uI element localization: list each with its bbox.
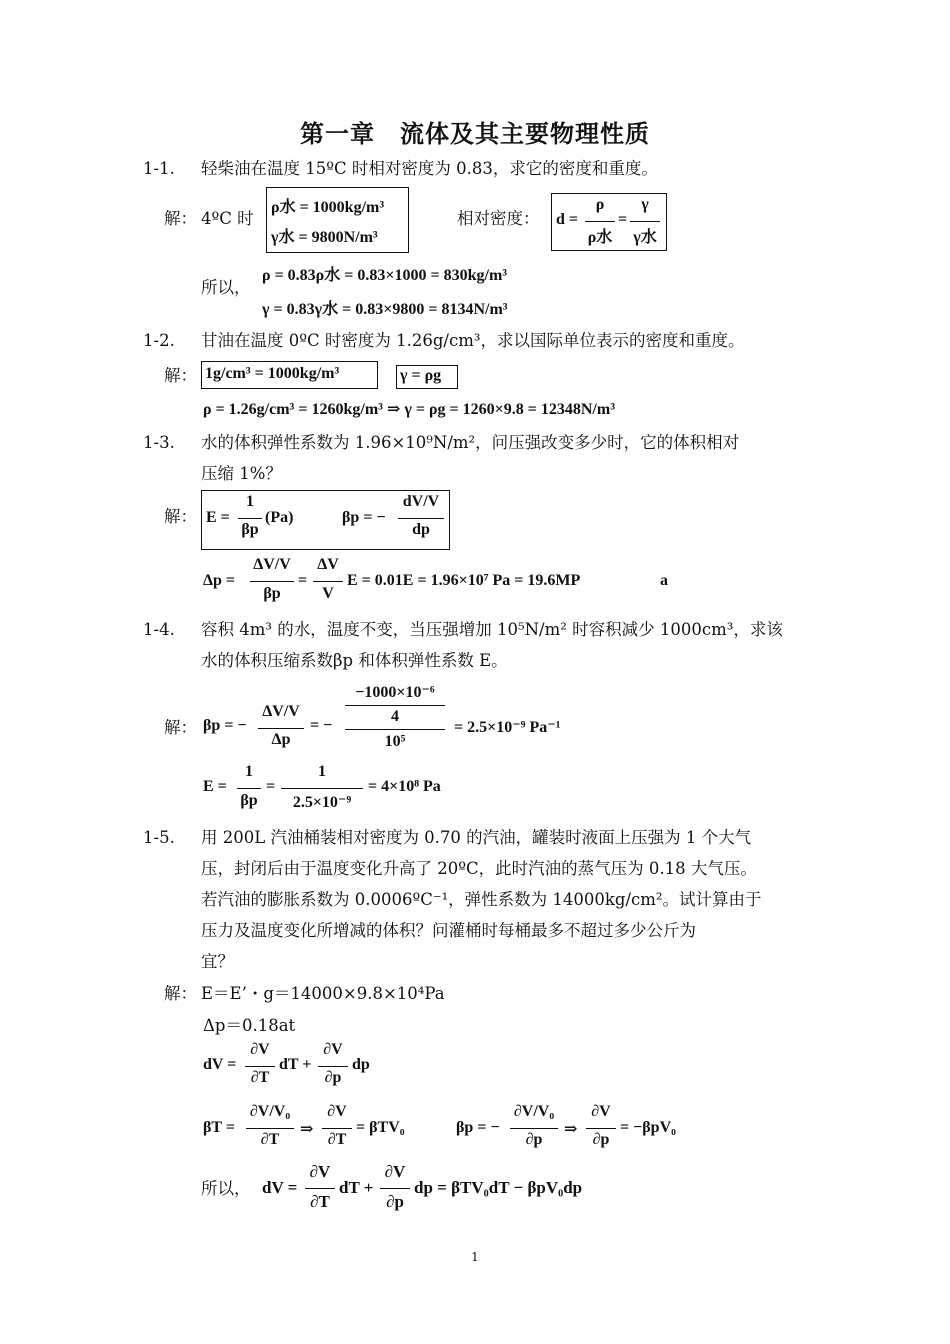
problem-text: 用 200L 汽油桶装相对密度为 0.70 的汽油，罐装时液面上压强为 1 个大气 (201, 828, 752, 847)
result-line: ρ = 1.26g/cm³ = 1260kg/m³ ⇒ γ = ρg = 1260×9.8 = 12348N/m³ (203, 401, 615, 418)
formula-line: ρ水 = 1000kg/m³ (271, 199, 385, 216)
formula-text: (Pa) (265, 509, 294, 526)
problem-text: 容积 4m³ 的水，温度不变，当压强增加 10⁵N/m² 时容积减少 1000cm³，求该 (201, 620, 783, 639)
solution-line: E＝E’・g＝14000×9.8×10⁴Pa (201, 984, 445, 1003)
frac-bar (345, 729, 445, 730)
formula-text: γ = ρg (400, 367, 442, 384)
page-title: 第一章 流体及其主要物理性质 (300, 119, 650, 148)
so-text: 所以， (201, 278, 251, 297)
solution-label: 解： (164, 984, 197, 1003)
formula-line: γ水 = 9800N/m³ (271, 229, 378, 246)
frac-bottom: Δp (271, 731, 291, 748)
frac-bar (237, 788, 261, 789)
frac-bottom: ρ水 (587, 229, 613, 246)
frac-bottom: βp (240, 792, 258, 809)
frac-bar (281, 788, 363, 789)
formula-text: Δp = (203, 572, 236, 589)
formula-text: βp = − (456, 1119, 500, 1136)
frac-bar (322, 1128, 352, 1129)
result-line: = 4×10⁸ Pa (368, 778, 441, 795)
formula-text: = −βpV₀ (620, 1119, 676, 1136)
frac-top: ρ (595, 196, 605, 213)
frac-bar (510, 1128, 558, 1129)
formula-text: dT + (279, 1056, 312, 1073)
frac-top: ∂V (327, 1103, 347, 1120)
frac-bottom: ∂p (592, 1131, 610, 1148)
frac-top: ΔV/V (262, 703, 300, 720)
solution-label: 解： (164, 366, 197, 385)
frac-bottom: 10⁵ (384, 733, 406, 750)
frac-bottom: γ水 (633, 229, 657, 246)
page-number: 1 (471, 1250, 479, 1264)
frac-bar (245, 1066, 275, 1067)
frac-top: 1 (246, 493, 254, 510)
frac-top: ∂V/V₀ (249, 1103, 291, 1120)
problem-text: 压缩 1%？ (201, 464, 282, 483)
frac-top: ∂V (384, 1162, 406, 1181)
frac-bottom: βp (263, 585, 281, 602)
formula-box (201, 361, 378, 389)
result-line: E = 0.01E = 1.96×10⁷ Pa = 19.6MP (347, 572, 581, 589)
problem-text: 轻柴油在温度 15ºC 时相对密度为 0.83，求它的密度和重度。 (201, 159, 658, 178)
problem-text: 若汽油的膨胀系数为 0.0006ºC⁻¹，弹性系数为 14000kg/cm²。试计算由于 (201, 890, 762, 909)
frac-top: ∂V (323, 1041, 343, 1058)
solution-line: Δp＝0.18at (203, 1016, 296, 1035)
frac-top: 1 (245, 763, 253, 780)
formula-box (266, 187, 409, 253)
formula-text: dV = (262, 1178, 298, 1197)
formula-text: = (298, 572, 308, 589)
frac-top: ∂V/V₀ (513, 1103, 555, 1120)
formula-text: βT = (203, 1119, 235, 1136)
formula-text: = (266, 778, 276, 795)
formula-text: βp = − (203, 717, 247, 734)
formula-text: E = (203, 778, 227, 795)
problem-number: 1-4. (143, 620, 175, 639)
formula-text: dV = (203, 1056, 237, 1073)
frac-top: ΔV (317, 556, 339, 573)
frac-bar (630, 221, 660, 222)
frac-bottom: V (322, 585, 334, 602)
frac-bar (380, 1188, 410, 1189)
frac-bottom: ∂T (250, 1069, 270, 1086)
problem-text: 水的体积弹性系数为 1.96×10⁹N/m²，问压强改变多少时，它的体积相对 (201, 433, 740, 452)
frac-bar (313, 581, 343, 582)
frac-bottom: dp (412, 521, 430, 538)
frac-bottom: ∂p (324, 1069, 342, 1086)
formula-text: = βTV₀ (356, 1119, 405, 1136)
solution-label: 解： (164, 209, 197, 228)
frac-bottom: ∂T (310, 1192, 330, 1211)
frac-top: ΔV/V (253, 556, 291, 573)
problem-number: 1-5. (143, 828, 175, 847)
problem-text: 压力及温度变化所增减的体积？问灌桶时每桶最多不超过多少公斤为 (201, 921, 696, 940)
frac-bar (586, 1128, 616, 1129)
frac-bottom: βp (241, 521, 259, 538)
formula-text: 1g/cm³ = 1000kg/m³ (205, 365, 340, 382)
frac-bar (398, 518, 444, 519)
formula-text: = (618, 211, 628, 228)
frac-bar (258, 728, 304, 729)
frac-bar (305, 1188, 335, 1189)
problem-text: 宜？ (201, 952, 234, 971)
formula-text: = − (310, 717, 333, 734)
frac-bar (318, 1066, 348, 1067)
formula-text: ⇒ (564, 1121, 578, 1138)
frac-bottom: ∂p (525, 1131, 543, 1148)
problem-number: 1-1. (143, 159, 175, 178)
frac-top: ∂V (591, 1103, 611, 1120)
frac-bottom: 2.5×10⁻⁹ (292, 794, 352, 811)
frac-middle: 4 (391, 708, 399, 725)
frac-bar (345, 705, 445, 706)
frac-bar (585, 221, 615, 222)
solution-label: 解： (164, 718, 197, 737)
frac-top: ∂V (309, 1162, 331, 1181)
formula-text: dp (352, 1056, 370, 1073)
problem-text: 甘油在温度 0ºC 时密度为 1.26g/cm³，求以国际单位表示的密度和重度。 (201, 331, 745, 350)
result-line: = 2.5×10⁻⁹ Pa⁻¹ (454, 719, 561, 736)
formula-box (551, 193, 667, 251)
formula-text: E = (206, 509, 230, 526)
problem-text: 压，封闭后由于温度变化升高了 20ºC，此时汽油的蒸气压为 0.18 大气压。 (201, 859, 757, 878)
formula-text: d = (556, 211, 579, 228)
frac-top: dV/V (402, 493, 440, 510)
frac-bar (246, 1128, 294, 1129)
formula-box (201, 490, 450, 550)
cut-text: a (660, 572, 668, 589)
result-line: γ = 0.83γ水 = 0.83×9800 = 8134N/m³ (262, 301, 508, 318)
result-line: ρ = 0.83ρ水 = 0.83×1000 = 830kg/m³ (262, 267, 508, 284)
problem-number: 1-3. (143, 433, 175, 452)
formula-box (396, 365, 458, 389)
problem-number: 1-2. (143, 331, 175, 350)
frac-bar (238, 518, 262, 519)
frac-top: −1000×10⁻⁶ (355, 684, 435, 701)
result-line: dp = βTV₀dT − βpV₀dp (414, 1178, 583, 1197)
frac-bottom: ∂T (260, 1131, 280, 1148)
frac-bar (250, 581, 294, 582)
problem-text: 水的体积压缩系数βp 和体积弹性系数 E。 (201, 651, 508, 670)
formula-text: ⇒ (300, 1121, 314, 1138)
frac-bottom: ∂p (386, 1192, 404, 1211)
so-text: 所以， (201, 1179, 251, 1198)
frac-top: γ (641, 196, 649, 213)
label-text: 相对密度： (457, 209, 540, 228)
formula-text: βp = − (342, 509, 386, 526)
formula-text: dT + (339, 1178, 374, 1197)
frac-bottom: ∂T (327, 1131, 347, 1148)
frac-top: ∂V (250, 1041, 270, 1058)
frac-top: 1 (318, 763, 326, 780)
condition-text: 4ºC 时 (201, 209, 254, 228)
solution-label: 解： (164, 507, 197, 526)
